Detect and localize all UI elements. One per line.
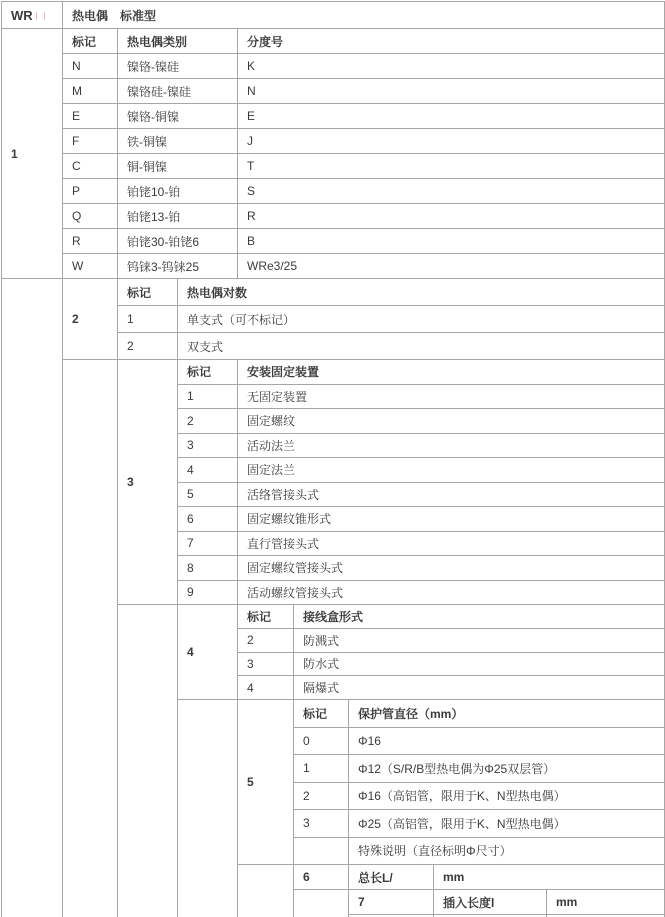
model-code: WR: [11, 7, 33, 23]
graduation-cell: R: [238, 204, 665, 229]
value-cell: Φ16（高铝管，限用于K、N型热电偶）: [349, 782, 665, 810]
graduation-cell: E: [238, 104, 665, 129]
value-cell: 特殊说明（直径标明Φ尺寸）: [349, 837, 665, 865]
table-row: [2, 254, 665, 279]
section2-label: 2: [63, 279, 118, 360]
mark-cell: 4: [238, 676, 294, 700]
empty-cell: [238, 865, 294, 917]
insertion-length-cell: 插入长度l: [434, 890, 547, 915]
value-cell: 活动法兰: [238, 433, 665, 458]
type-cell: 铁-铜镍: [118, 129, 238, 154]
mark-cell: 9: [178, 580, 238, 605]
type-cell: 镍铬-铜镍: [118, 104, 238, 129]
mark-cell: W: [63, 254, 118, 279]
section4-label: 4: [178, 605, 238, 700]
value-cell: 活络管接头式: [238, 482, 665, 507]
mark-cell: 8: [178, 556, 238, 581]
table-row: [2, 360, 665, 385]
mark-cell: [294, 837, 349, 865]
mark-cell: 2: [294, 782, 349, 810]
total-length-unit: mm: [434, 865, 665, 890]
value-cell: Φ12（S/R/B型热电偶为Φ25双层管）: [349, 755, 665, 783]
graduation-cell: N: [238, 79, 665, 104]
total-length-cell: 总长L/: [349, 865, 434, 890]
mark-cell: 5: [178, 482, 238, 507]
column-header-graduation: 分度号: [238, 29, 665, 54]
mark-cell: 1: [178, 384, 238, 409]
value-cell: 直行管接头式: [238, 531, 665, 556]
column-header-mark: 标记: [178, 360, 238, 385]
graduation-cell: WRe3/25: [238, 254, 665, 279]
mark-cell: 1: [294, 755, 349, 783]
column-header-junction-box: 接线盒形式: [294, 605, 665, 629]
graduation-cell: J: [238, 129, 665, 154]
mark-cell: 1: [118, 306, 178, 333]
type-cell: 钨铼3-钨铼25: [118, 254, 238, 279]
column-header-mark: 标记: [238, 605, 294, 629]
column-header-mark: 标记: [118, 279, 178, 306]
graduation-cell: T: [238, 154, 665, 179]
mark-cell: 3: [238, 652, 294, 676]
column-header-mark: 标记: [63, 29, 118, 54]
value-cell: 防水式: [294, 652, 665, 676]
type-cell: 铂铑10-铂: [118, 179, 238, 204]
column-header-mark: 标记: [294, 700, 349, 728]
column-header-pairs: 热电偶对数: [178, 279, 665, 306]
column-header-tube-diameter: 保护管直径（mm）: [349, 700, 665, 728]
value-cell: 防溅式: [294, 628, 665, 652]
mark-cell: 3: [294, 810, 349, 838]
section7-label: 7: [349, 890, 434, 915]
table-row: [2, 204, 665, 229]
mark-cell: Q: [63, 204, 118, 229]
type-cell: 铂铑13-铂: [118, 204, 238, 229]
table-row: [2, 54, 665, 79]
table-row: [2, 279, 665, 306]
value-cell: 单支式（可不标记）: [178, 306, 665, 333]
mark-cell: P: [63, 179, 118, 204]
table-row: [2, 129, 665, 154]
model-code-cell: [2, 2, 63, 29]
value-cell: 双支式: [178, 333, 665, 360]
type-cell: 镍铬-镍硅: [118, 54, 238, 79]
mark-cell: C: [63, 154, 118, 179]
table-title: 热电偶 标准型: [63, 2, 665, 29]
value-cell: 活动螺纹管接头式: [238, 580, 665, 605]
value-cell: Φ16: [349, 727, 665, 755]
value-cell: 隔爆式: [294, 676, 665, 700]
mark-cell: N: [63, 54, 118, 79]
mark-cell: M: [63, 79, 118, 104]
empty-cell: [2, 279, 63, 917]
empty-cell: [118, 605, 178, 917]
insertion-length-unit: mm: [547, 890, 665, 915]
table-row: [2, 154, 665, 179]
mark-cell: 4: [178, 458, 238, 483]
table-row: [2, 2, 665, 29]
table-row: [2, 29, 665, 54]
section1-label: 1: [2, 29, 63, 279]
value-cell: 固定螺纹: [238, 409, 665, 434]
table-row: [2, 104, 665, 129]
value-cell: Φ25（高铝管，限用于K、N型热电偶）: [349, 810, 665, 838]
value-cell: 固定法兰: [238, 458, 665, 483]
graduation-cell: K: [238, 54, 665, 79]
mark-cell: 2: [238, 628, 294, 652]
mark-cell: 0: [294, 727, 349, 755]
mark-cell: E: [63, 104, 118, 129]
thermocouple-spec-table: [1, 1, 665, 917]
mark-cell: 6: [178, 507, 238, 532]
column-header-mounting: 安装固定装置: [238, 360, 665, 385]
column-header-type: 热电偶类别: [118, 29, 238, 54]
mark-cell: 2: [178, 409, 238, 434]
section3-label: 3: [118, 360, 178, 605]
type-cell: 铜-铜镍: [118, 154, 238, 179]
empty-cell: [178, 700, 238, 917]
type-cell: 铂铑30-铂铑6: [118, 229, 238, 254]
mark-cell: 2: [118, 333, 178, 360]
value-cell: 无固定装置: [238, 384, 665, 409]
empty-cell: [294, 890, 349, 917]
graduation-cell: B: [238, 229, 665, 254]
value-cell: 固定螺纹管接头式: [238, 556, 665, 581]
table-row: [2, 179, 665, 204]
table-row: [2, 229, 665, 254]
value-cell: 固定螺纹锥形式: [238, 507, 665, 532]
section5-label: 5: [238, 700, 294, 865]
mark-cell: R: [63, 229, 118, 254]
section6-label: 6: [294, 865, 349, 890]
mark-cell: 7: [178, 531, 238, 556]
type-cell: 镍铬硅-镍硅: [118, 79, 238, 104]
graduation-cell: S: [238, 179, 665, 204]
table-row: [2, 79, 665, 104]
model-placeholder-box-icon: [36, 12, 45, 20]
mark-cell: 3: [178, 433, 238, 458]
empty-cell: [63, 360, 118, 917]
mark-cell: F: [63, 129, 118, 154]
